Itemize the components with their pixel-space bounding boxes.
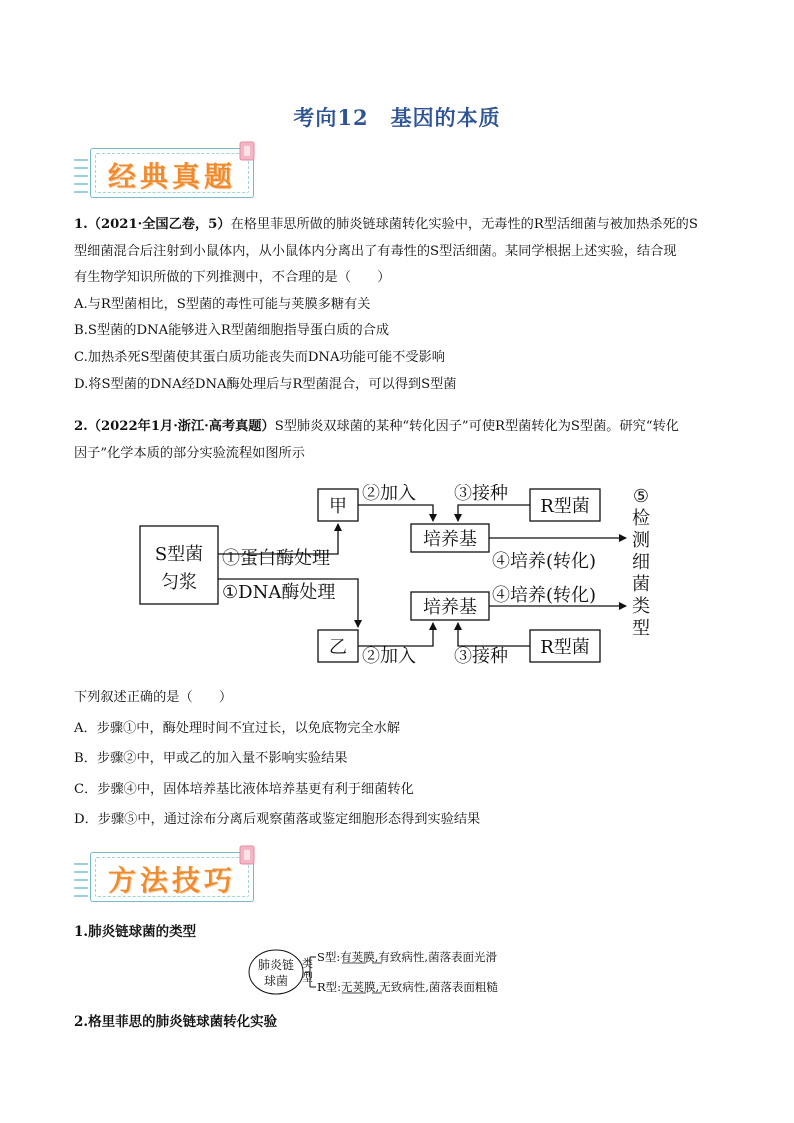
step1-dna-label: ①DNA酶处理	[222, 582, 336, 603]
step3-label-bottom: ③接种	[454, 646, 508, 664]
step5-char-1: 检	[632, 508, 650, 529]
q2-stem-1: S型肺炎双球菌的某种“转化因子”可使R型菌转化为S型菌。研究“转化	[274, 419, 679, 434]
q1-stem-1: 在格里菲思所做的肺炎链球菌转化实验中，无毒性的R型活细菌与被加热杀死的S	[230, 217, 698, 232]
question-1	[74, 212, 724, 398]
q2-line1	[74, 414, 724, 441]
banner-classic-text: 经典真题	[107, 160, 236, 193]
step5-char-2: 测	[632, 530, 650, 551]
type-label-2: 型	[302, 971, 313, 984]
pneumococcus-types-diagram	[248, 945, 548, 999]
q1-source: 1.（2021·全国乙卷，5）	[74, 217, 231, 232]
step5-number: ⑤	[632, 486, 650, 507]
q2-options	[74, 685, 724, 834]
r-type-description: R型:无荚膜,无致病性,菌落表面粗糙	[317, 980, 498, 994]
jia-label: 甲	[329, 496, 347, 517]
q1-option-c: C.加热杀死S型菌使其蛋白质功能丧失而DNA功能可能不受影响	[74, 349, 445, 365]
method-heading-2: 2.格里菲思的肺炎链球菌转化实验	[74, 1014, 278, 1030]
q2-option-c: C．步骤④中，固体培养基比液体培养基更有利于细菌转化	[74, 781, 414, 797]
center-label-1: 肺炎链	[257, 958, 295, 972]
method-heading-1: 1.肺炎链球菌的类型	[74, 924, 197, 940]
step4-label-bottom: ④培养(转化)	[492, 585, 597, 606]
q1-line1	[74, 212, 724, 239]
section-banner-classic	[72, 148, 252, 204]
q1-option-d: D.将S型菌的DNA经DNA酶处理后与R型菌混合，可以得到S型菌	[74, 376, 457, 392]
experiment-flow-diagram	[138, 484, 658, 664]
page-title	[0, 102, 794, 132]
notebook-rings-icon	[72, 858, 88, 898]
step4-label-top: ④培养(转化)	[492, 551, 597, 572]
paper-clip-icon	[236, 140, 258, 162]
question-2	[74, 414, 724, 467]
medium-label-bottom: 培养基	[423, 597, 477, 618]
title-number: 考向12	[293, 105, 369, 130]
q2-prompt: 下列叙述正确的是（ ）	[74, 690, 233, 705]
title-topic: 基因的本质	[390, 105, 501, 130]
step1-protein-label: ①蛋白酶处理	[222, 548, 330, 569]
banner-method-text: 方法技巧	[107, 864, 236, 897]
step2-label-top: ②加入	[362, 484, 416, 504]
q2-option-d: D．步骤⑤中，通过涂布分离后观察菌落或鉴定细胞形态得到实验结果	[74, 812, 481, 828]
step3-label-top: ③接种	[454, 484, 508, 504]
step5-char-5: 类	[632, 596, 650, 617]
center-label-2: 球菌	[263, 974, 289, 988]
q2-source: 2.（2022年1月·浙江·高考真题）	[74, 419, 275, 434]
notebook-rings-icon	[72, 154, 88, 194]
q1-stem-3: 有生物学知识所做的下列推测中，不合理的是（ ）	[74, 270, 391, 286]
step5-char-3: 细	[632, 552, 650, 573]
type-label-1: 类	[302, 957, 313, 970]
section-banner-method	[72, 852, 252, 908]
q2-option-b: B．步骤②中，甲或乙的加入量不影响实验结果	[74, 751, 348, 767]
q2-stem-2: 因子”化学本质的部分实验流程如图所示	[74, 445, 305, 461]
step2-label-bottom: ②加入	[362, 646, 416, 664]
r-strain-label-top: R型菌	[540, 496, 590, 517]
q1-option-a: A.与R型菌相比，S型菌的毒性可能与荚膜多糖有关	[74, 296, 371, 312]
q2-option-a: A．步骤①中，酶处理时间不宜过长，以免底物完全水解	[74, 720, 401, 736]
yi-label: 乙	[329, 637, 347, 658]
q1-option-b: B.S型菌的DNA能够进入R型菌细胞指导蛋白质的合成	[74, 323, 390, 339]
r-strain-label-bottom: R型菌	[540, 637, 590, 658]
s-type-description: S型:有荚膜,有致病性,菌落表面光滑	[317, 950, 498, 964]
step5-char-6: 型	[632, 618, 650, 639]
s-homogenate-label-1: S型菌	[154, 544, 204, 565]
step5-char-4: 菌	[632, 574, 650, 595]
paper-clip-icon	[236, 844, 258, 866]
q1-stem-2: 型细菌混合后注射到小鼠体内，从小鼠体内分离出了有毒性的S型活细菌。某同学根据上述实验，结合现	[74, 243, 677, 259]
medium-label-top: 培养基	[423, 529, 477, 550]
s-homogenate-label-2: 匀浆	[161, 572, 197, 593]
